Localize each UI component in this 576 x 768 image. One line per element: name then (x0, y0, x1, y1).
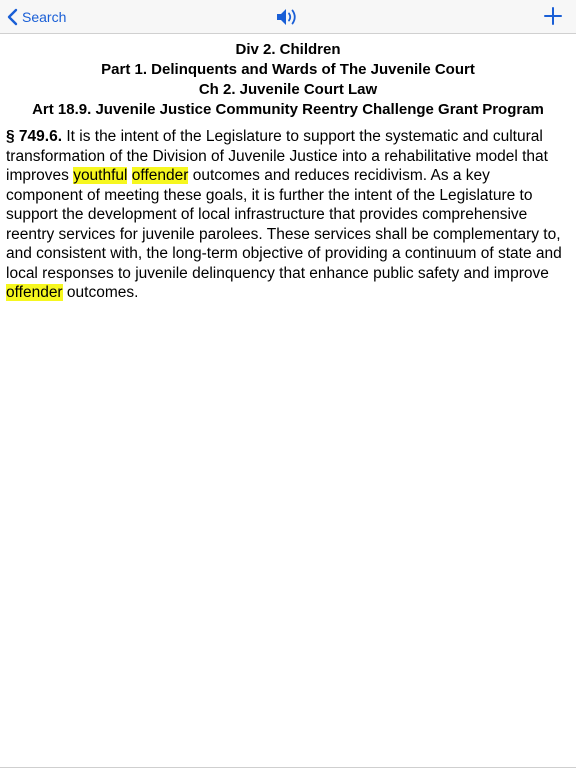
section-text (6, 127, 570, 303)
division-heading: Div 2. Children (235, 41, 341, 58)
search-highlight: offender (6, 284, 63, 301)
section-text-part-1: It is the intent of the Legislature to support the systematic and cultural transformation of the Division of Juvenile Justice into a rehabilitative model that improves (6, 128, 548, 184)
navigation-bar (0, 0, 576, 34)
part-heading: Part 1. Delinquents and Wards of The Juvenile Court (101, 61, 475, 78)
statute-content (0, 34, 576, 767)
article-heading: Art 18.9. Juvenile Justice Community Reentry Challenge Grant Program (32, 101, 544, 118)
speaker-icon[interactable] (274, 5, 300, 29)
plus-icon[interactable] (544, 7, 562, 25)
search-highlight: offender (131, 167, 189, 184)
section-number: § 749.6. (6, 128, 63, 145)
chevron-left-icon (6, 8, 20, 26)
search-highlight: youthful (73, 167, 128, 184)
back-to-search-button[interactable] (6, 6, 66, 28)
back-button-label: Search (22, 9, 67, 25)
section-text-part-3: outcomes and reduces recidivism. As a key component of meeting these goals, it is further the intent of the Legislature to support the development of local infrastructure that provides comprehensive reentry services for juvenile parolees. These services shall be complementary to, and consistent with, the long-term objective of providing a continuum of state and local responses to juvenile delinquency that enhance public safety and improve (6, 167, 562, 282)
section-text-part-4: outcomes. (62, 284, 139, 301)
chapter-heading: Ch 2. Juvenile Court Law (198, 81, 378, 98)
